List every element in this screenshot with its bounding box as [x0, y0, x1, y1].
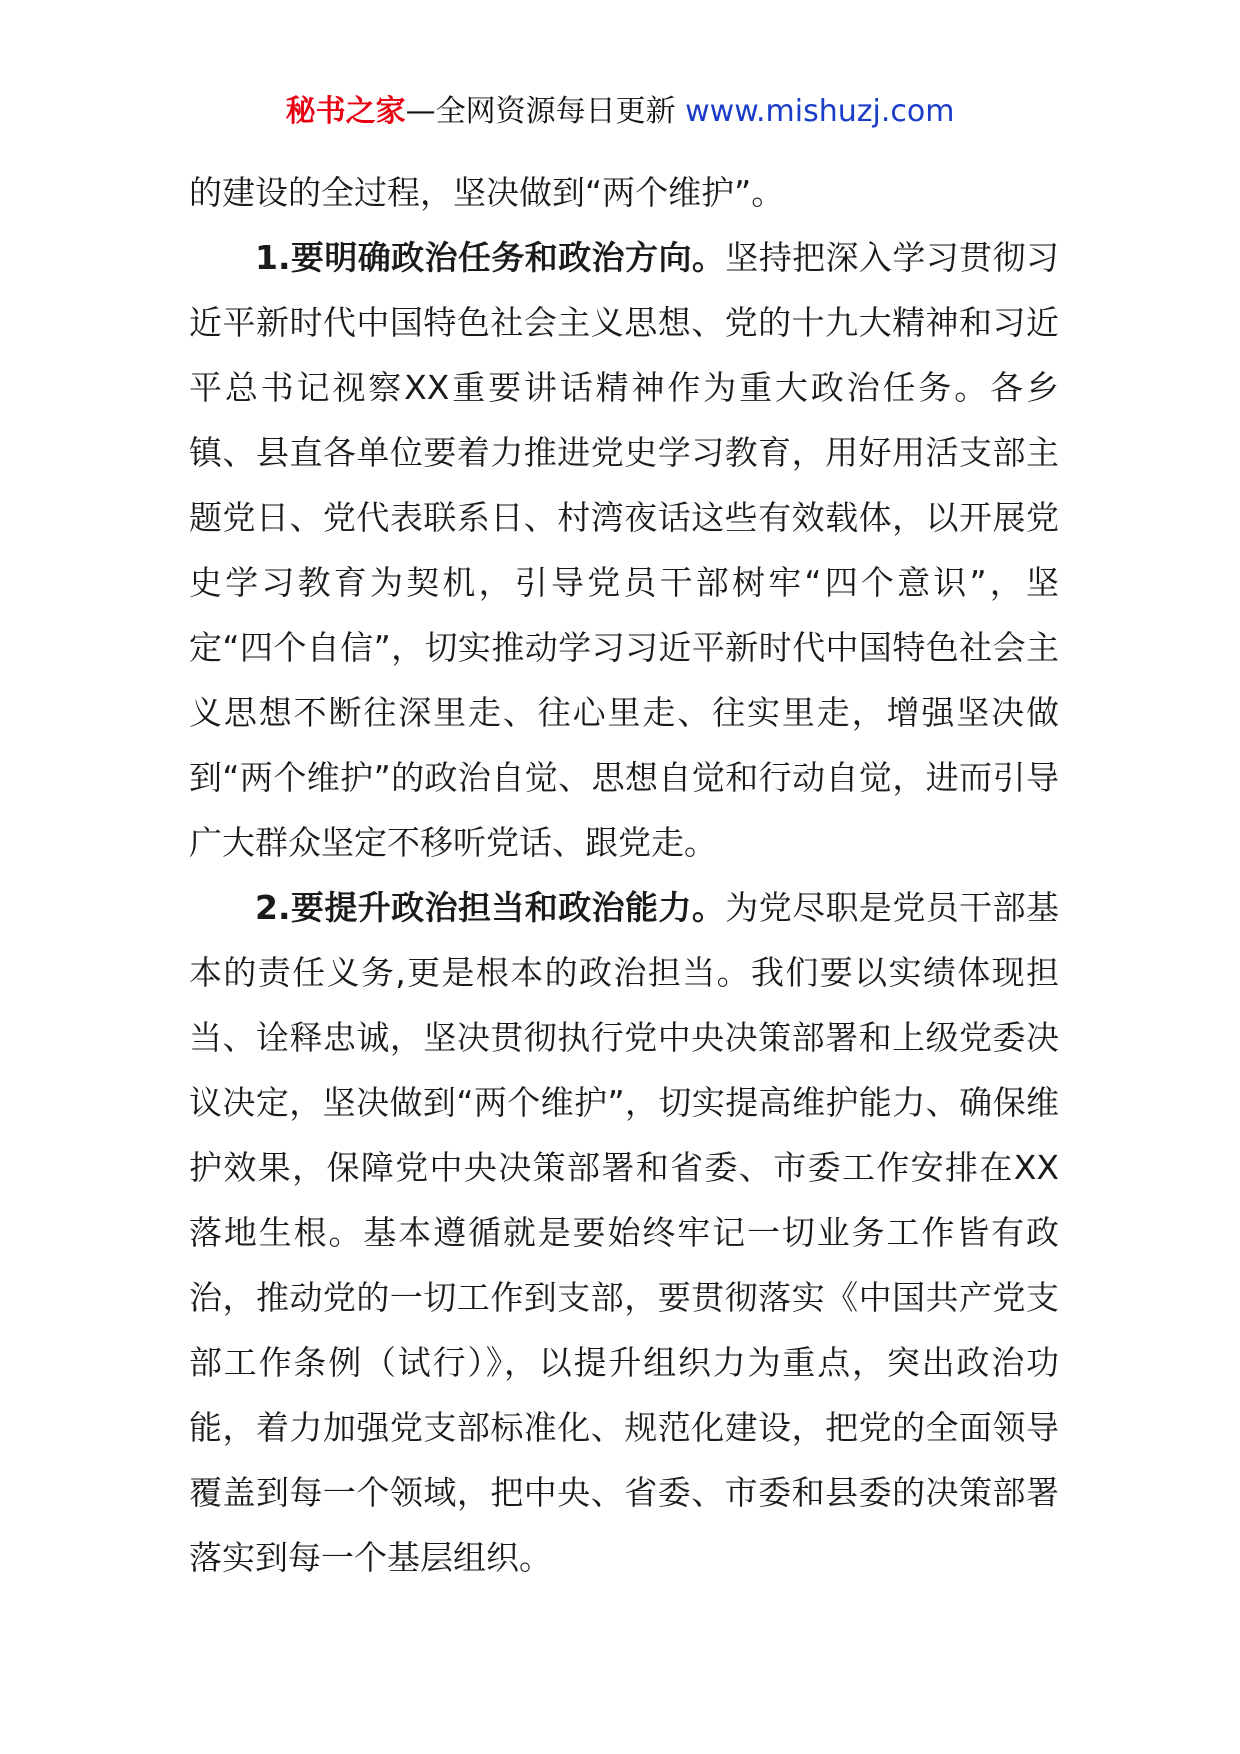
site-url-link[interactable]: www.mishuzj.com — [685, 94, 955, 129]
paragraph-continuation — [189, 160, 1059, 225]
paragraph-text: 坚持把深入学习贯彻习近平新时代中国特色社会主义思想、党的十九大精神和习近平总书记视察XX重要讲话精神作为重大政治任务。各乡镇、县直各单位要着力推进党史学习教育，用好用活支部主题党日、党代表联系日、村湾夜话这些有效载体，以开展党史学习教育为契机，引导党员干部树牢“四个意识”，坚定“四个自信”，切实推动学习习近平新时代中国特色社会主义思想不断往深里走、往心里走、往实里走，增强坚决做到“两个维护”的政治自觉、思想自觉和行动自觉，进而引导广大群众坚定不移听党话、跟党走。 — [189, 238, 1059, 862]
paragraph-text: 的建设的全过程，坚决做到“两个维护”。 — [189, 173, 785, 212]
header-tagline: —全网资源每日更新 — [405, 94, 686, 129]
site-header — [0, 92, 1240, 132]
paragraph-2 — [189, 875, 1059, 1590]
paragraph-heading: 1.要明确政治任务和政治方向。 — [255, 238, 726, 277]
document-body — [189, 160, 1059, 1590]
paragraph-1 — [189, 225, 1059, 875]
paragraph-text: 为党尽职是党员干部基本的责任义务,更是根本的政治担当。我们要以实绩体现担当、诠释忠诚，坚决贯彻执行党中央决策部署和上级党委决议决定，坚决做到“两个维护”，切实提高维护能力、确保维护效果，保障党中央决策部署和省委、市委工作安排在XX落地生根。基本遵循就是要始终牢记一切业务工作皆有政治，推动党的一切工作到支部，要贯彻落实《中国共产党支部工作条例（试行）》，以提升组织力为重点，突出政治功能，着力加强党支部标准化、规范化建设，把党的全面领导覆盖到每一个领域，把中央、省委、市委和县委的决策部署落实到每一个基层组织。 — [189, 888, 1059, 1577]
brand-name: 秘书之家 — [285, 94, 406, 129]
paragraph-heading: 2.要提升政治担当和政治能力。 — [255, 888, 726, 927]
